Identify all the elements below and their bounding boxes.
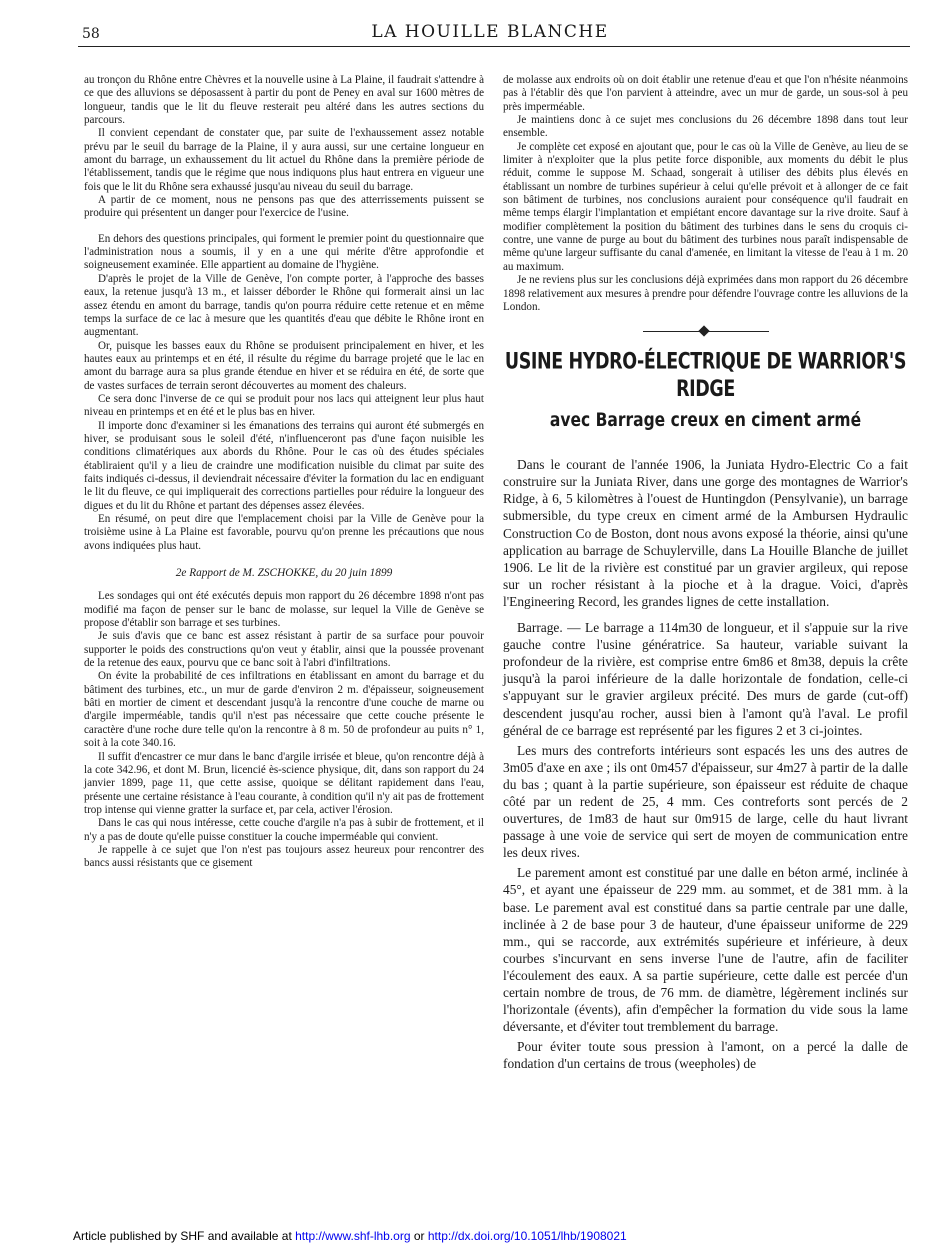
paragraph: Je maintiens donc à ce sujet mes conclusions du 26 décembre 1898 dans tout leur ensemble. [503, 114, 908, 140]
article-title: USINE HYDRO-ÉLECTRIQUE DE WARRIOR'S RIDGE [504, 349, 907, 403]
running-title: LA HOUILLE BLANCHE [371, 22, 609, 42]
footer-prefix: Article published by SHF and available at [73, 1229, 296, 1243]
paragraph: Les murs des contreforts intérieurs sont espacés les uns des autres de 3m05 d'axe en axe ; ils ont 0m457 d'épaisseur, sur 4m27 à partir de la dalle du bas ; quant à la partie supérieure, son épaisseur est réduite de chaque côté par un redent de 25, 4 mm. Ces contreforts sont percés de 2 ouvertures, de 1m83 de haut sur 0m915 de large, celle du haut livrant passage à une voie de service qui sert de moyen de communication entre les deux rives. [503, 742, 908, 861]
paragraph: Barrage. — Le barrage a 114m30 de longueur, et il s'appuie sur la rive gauche contre l'usine génératrice. Sa hauteur, variable suivant la profondeur de la rivière, est comprise entre 6m86 et 8m38, depuis la crête jusqu'à la paroi inférieure de la dalle horizontale de fondation, celle-ci s'appuyant sur le gravier argileux précité. Des murs de garde (cut-off) descendent jusqu'au rocher, aussi bien à l'amont qu'à l'aval. Le profil général de ce barrage est représenté par les figures 2 et 3 ci-jointes. [503, 620, 908, 738]
paragraph: Pour éviter toute sous pression à l'amont, on a percé la dalle de fondation d'un certains de trous (weepholes) de [503, 1039, 908, 1072]
footer-link-doi[interactable]: http://dx.doi.org/10.1051/lhb/1908021 [427, 1229, 627, 1243]
header-rule [78, 46, 910, 47]
paragraph: Les sondages qui ont été exécutés depuis mon rapport du 26 décembre 1898 n'ont pas modifié ma façon de penser sur le banc de molasse, sur lequel la Ville de Genève se propose d'établir son barrage et ses turbines. [84, 590, 484, 630]
footer-middle: or [410, 1229, 428, 1243]
page-number: 58 [82, 26, 100, 42]
paragraph: Il suffit d'encastrer ce mur dans le banc d'argile irrisée et bleue, qu'on rencontre déjà à la cote 342.96, et dont M. Brun, licencié ès-science physique, dit, dans son rapport du 24 janvier 1899, page 11, que cette assise, quoique se délitant rapidement dans l'eau, présente une certaine résistance à l'eau courante, à condition qu'il n'y ait pas de frottement trop intense qui vienne gratter la surface et, par cela, activer l'érosion. [84, 750, 484, 816]
footer-link-shf[interactable]: http://www.shf-lhb.org [295, 1229, 411, 1243]
paragraph: Il importe donc d'examiner si les émanations des terrains qui auront été submergés en hiver, se produisant sous le soleil d'été, n'influenceront pas d'une façon nuisible les conditions climatériques aux abords du Rhône. Pour le cas où des études spéciales établiraient qu'il y a lieu de craindre une modification nuisible du climat par suite des faits indiqués ci-dessus, il deviendrait nécessaire d'éviter la formation du lac en endiguant le lit du fleuve, ce qui impliquerait des corrections partielles pour réduire la longueur des digues et du lit du Rhône et partant des dépenses assez élevées. [84, 419, 484, 512]
article-subtitle: avec Barrage creux en ciment armé [549, 409, 862, 431]
report-heading: 2e Rapport de M. ZSCHOKKE, du 20 juin 1899 [175, 567, 393, 580]
paragraph: D'après le projet de la Ville de Genève, l'on compte porter, à l'approche des basses eaux, la retenue jusqu'à 13 m., et laisser déborder le Rhône qui formerait ainsi un lac assez étendu en amont du barrage, tandis qu'on pourra réduire cette retenue et en même temps la surface de ce lac à mesure que les quantités d'eau que débite le Rhône iront en augmentant. [84, 272, 484, 339]
paragraph: Or, puisque les basses eaux du Rhône se produisent principalement en hiver, et les hautes eaux au printemps et en été, il résulte du régime du barrage projeté que le lac en amont du barrage aura sa plus grande étendue en hiver et se réduira en été, de sorte que de vastes surfaces de terrain seront découvertes au moment des chaleurs. [84, 339, 484, 392]
paragraph: Le parement amont est constitué par une dalle en béton armé, inclinée à 45°, et ayant une épaisseur de 229 mm. au sommet, et de 381 mm. à la base. Le parement aval est constitué dans sa partie centrale par une dalle, inclinée à 2 de base pour 3 de hauteur, d'une épaisseur uniforme de 229 mm., qui se raccorde, aux extrémités supérieure et inférieure, à deux courbes s'incurvant en sens inverse l'une de l'autre, afin de faciliter l'écoulement des eaux. A sa partie supérieure, cette dalle est percée d'un certain nombre de trous, de 76 mm. de diamètre, légèrement inclinés sur l'horizontale (évents), afin d'empêcher la formation du vide sous la lame déversante, et d'éviter tout tremblement du barrage. [503, 865, 908, 1035]
paragraph: Dans le cas qui nous intéresse, cette couche d'argile n'a pas à subir de frottement, et il n'y a pas de doute qu'elle puisse constituer la couche imperméable qui convient. [84, 817, 484, 843]
paragraph: On évite la probabilité de ces infiltrations en établissant en amont du barrage et du bâtiment des turbines, etc., un mur de garde d'environ 2 m. d'épaisseur, soigneusement bâti en mortier de ciment et descendant jusqu'à la rencontre d'une couche de marne ou d'argile imperméable, tandis qu'il n'est pas nécessaire que cette couche présente le caractère d'une roche dure telle qu'on la rencontre à 8 m. 50 de profondeur au puits n° 1, soit à la cote 340.16. [84, 670, 484, 750]
left-column [84, 74, 484, 871]
paragraph: En dehors des questions principales, qui forment le premier point du questionnaire que l'administration nous a soumis, il y en a une qui mérite d'être approfondie et soigneusement examinée. Elle appartient au domaine de l'hygiène. [84, 232, 484, 272]
paragraph: Je complète cet exposé en ajoutant que, pour le cas où la Ville de Genève, au lieu de se limiter à n'exploiter que la plus petite force disponible, aux moments du débit le plus réduit, comme le suppose M. Schaad, songerait à utiliser des débits plus élevés en établissant un nombre de turbines supérieur à celui qu'elle prévoit et à allonger de ce fait son bâtiment de turbines, nos conclusions auraient pour conséquence qu'il faudrait en même temps élargir l'implantation et empiétant encore davantage sur la rive droite. Sauf à modifier complètement la position du bâtiment des turbines dans le sens du croquis ci-contre, une vanne de purge au bout du bâtiment des turbines nous paraît indispensable de même qu'une largeur suffisante du canal d'amenée, en limitant la vitesse de l'eau à 1 m. 20 au maximum. [503, 140, 908, 273]
right-column [503, 74, 908, 1072]
paragraph: Je suis d'avis que ce banc est assez résistant à partir de sa surface pour pouvoir supporter le poids des constructions qu'on veut y établir, ainsi que la poussée provenant de la retenue des eaux, pourvu que ce banc soit à l'abri d'infiltrations. [84, 630, 484, 670]
paragraph: A partir de ce moment, nous ne pensons pas que des atterrissements puissent se produire qui présentent un danger pour l'exercice de l'usine. [84, 194, 484, 220]
separator-diamond [698, 326, 709, 337]
paragraph: au tronçon du Rhône entre Chèvres et la nouvelle usine à La Plaine, il faudrait s'attendre à ce que des alluvions se déposassent à partir du pont de Peney en aval sur 1600 mètres de longueur, tandis que le lit du fleuve resterait peu altéré dans les autres sections du parcours. [84, 74, 484, 127]
footer-notice [73, 1229, 627, 1243]
paragraph: Dans le courant de l'année 1906, la Juniata Hydro-Electric Co a fait construire sur la Juniata River, dans une gorge des montagnes de Warrior's Ridge, à 6, 5 kilomètres à l'ouest de Huntingdon (Pensylvanie), un barrage submersible, du type creux en ciment armé de la Ambursen Hydraulic Construction Co de Boston, dont nous avons exposé la théorie, ainsi qu'une application au barrage de Schuylerville, dans La Houille Blanche de juillet 1906. Le lit de la rivière est constitué par un gravier argileux, qui repose sur un rocher résistant à la pioche et à la drague. Voici, d'après l'Engineering Record, les grandes lignes de cette installation. [503, 457, 908, 609]
paragraph: Je rappelle à ce sujet que l'on n'est pas toujours assez heureux pour rencontrer des bancs aussi résistants que ce gisement [84, 843, 484, 870]
paragraph: de molasse aux endroits où on doit établir une retenue d'eau et que l'on n'hésite néanmoins pas à l'établir dès que l'on parvient à atteindre, avec un mur de garde, un sous-sol à peu près imperméable. [503, 74, 908, 113]
paragraph: Il convient cependant de constater que, par suite de l'exhaussement assez notable prévu par le seuil du barrage de la Plaine, il y aura aussi, sur une certaine longueur en amont du barrage, un exhaussement du lit actuel du Rhône dans la première période de l'établissement, tandis que le régime que nous indiquons plus haut entrera en vigueur une fois que le lit du Rhône sera exhaussé jusqu'au niveau du seuil du barrage. [84, 127, 484, 193]
paragraph: Ce sera donc l'inverse de ce qui se produit pour nos lacs qui atteignent leur plus haut niveau en printemps et en été et le plus bas en hiver. [84, 392, 484, 419]
paragraph: Je ne reviens plus sur les conclusions déjà exprimées dans mon rapport du 26 décembre 1898 relativement aux mesures à prendre pour défendre l'ouvrage contre les alluvions de la London. [503, 274, 908, 313]
section-separator [503, 322, 908, 342]
paragraph: En résumé, on peut dire que l'emplacement choisi par la Ville de Genève pour la troisième usine à La Plaine est favorable, pourvu qu'on prenne les précautions que nous avons indiquées plus haut. [84, 513, 484, 552]
